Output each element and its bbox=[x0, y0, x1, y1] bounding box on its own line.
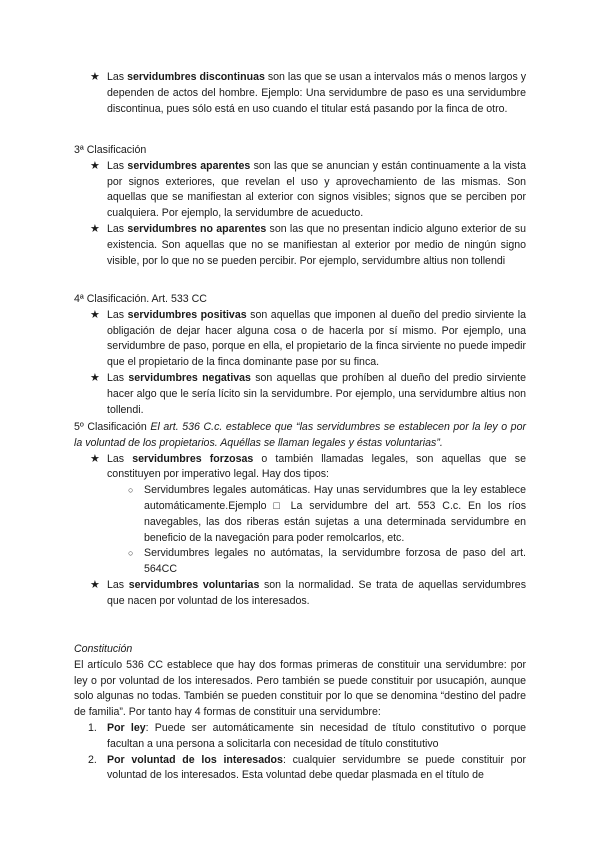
item-text: : cualquier servidumbre se puede constituir por voluntad de los interesados. Esta voluntad debe quedar plasmada en el título de bbox=[107, 753, 526, 782]
list-item bbox=[74, 452, 526, 484]
heading-quote: El art. 536 C.c. establece que “las servidumbres se establecen por la ley o por la voluntad de los propietarios. Aquéllas se llaman legales y éstas voluntarias”. bbox=[74, 421, 526, 449]
list-item bbox=[74, 159, 526, 222]
sub-item-text: Servidumbres legales no autómatas, la servidumbre forzosa de paso del art. 564CC bbox=[144, 547, 526, 576]
item-number: 2. bbox=[88, 753, 97, 766]
section-discontinuas bbox=[74, 70, 526, 117]
item-term: Por voluntad de los interesados bbox=[107, 753, 283, 766]
sub-item-text: Servidumbres legales automáticas. Hay unas servidumbres que la ley establece automáticamente.Ejemplo □ La servidumbre del art. 553 C.c. En los ríos navegables, las dos riberas están sujetas a una determinada servidumbre en beneficio de la navegación para poder remolcarlos, etc. bbox=[144, 484, 526, 544]
item-term: servidumbres discontinuas bbox=[127, 71, 265, 83]
star-bullet-icon: ★ bbox=[90, 452, 100, 465]
sub-list-item bbox=[74, 546, 526, 578]
section-heading: 4ª Clasificación. Art. 533 CC bbox=[74, 293, 207, 305]
star-bullet-icon: ★ bbox=[90, 159, 100, 172]
item-term: servidumbres forzosas bbox=[132, 452, 254, 465]
star-bullet-icon: ★ bbox=[90, 71, 100, 83]
section-heading bbox=[74, 642, 526, 658]
item-text: son aquellas que imponen al dueño del predio sirviente la obligación de dejar hacer alguna cosa o de hacerla por sí mismo. Por ejemplo, una servidumbre de paso, porque en ella, el propietario de la finca sirviente no puede impedir que el propietario de la finca dominante pase por su finca. bbox=[107, 308, 526, 369]
item-text: Las bbox=[107, 308, 128, 321]
item-text: Las bbox=[107, 371, 129, 384]
list-item bbox=[74, 578, 526, 610]
section-4-clasificacion bbox=[74, 292, 526, 418]
item-term: servidumbres aparentes bbox=[127, 159, 251, 172]
item-term: servidumbres no aparentes bbox=[127, 222, 267, 235]
star-bullet-icon: ★ bbox=[90, 371, 100, 384]
star-bullet-icon: ★ bbox=[90, 222, 100, 235]
item-term: servidumbres negativas bbox=[128, 371, 251, 384]
item-text: Las bbox=[107, 159, 128, 172]
paragraph: El artículo 536 CC establece que hay dos formas primeras de constituir una servidumbre: por ley o por voluntad de los interesados. Pero también se puede constituir por usucapión, aunque solo algunas no todas. También se pueden constituir por lo que se denomina “destino del padre de familia”. Por tanto hay 4 formas de constituir una servidumbre: bbox=[74, 658, 526, 719]
section-heading: 3ª Clasificación bbox=[74, 144, 147, 156]
list-item bbox=[74, 70, 526, 117]
star-bullet-icon: ★ bbox=[90, 578, 100, 591]
list-item bbox=[74, 308, 526, 371]
numbered-item bbox=[74, 753, 526, 785]
item-term: servidumbres positivas bbox=[127, 308, 247, 321]
circle-bullet-icon: ○ bbox=[128, 548, 134, 559]
section-5-clasificacion bbox=[74, 420, 526, 610]
list-item bbox=[74, 371, 526, 418]
item-text: son la normalidad. Se trata de aquellas servidumbres que nacen por voluntad de los interesados. bbox=[107, 578, 526, 607]
item-term: servidumbres voluntarias bbox=[128, 578, 260, 591]
item-number: 1. bbox=[88, 721, 97, 734]
heading-label: 5º Clasificación bbox=[74, 421, 151, 433]
numbered-item bbox=[74, 721, 526, 753]
circle-bullet-icon: ○ bbox=[128, 485, 134, 496]
item-text: o también llamadas legales, son aquellas que se constituyen por imperativo legal. Hay dos tipos: bbox=[107, 452, 526, 481]
item-text: Las bbox=[107, 578, 129, 591]
item-text: son aquellas que prohíben al dueño del predio sirviente hacer algo que le sería lícito sin la servidumbre. Por ejemplo, una servidumbre altius non tollendi. bbox=[107, 371, 526, 416]
item-text: Las bbox=[107, 222, 128, 235]
item-text: son las que se usan a intervalos más o menos largos y dependen de actos del hombre. Ejemplo: Una servidumbre de paso es una servidumbre discontinua, pues sólo está en uso cuando el titular está pasando por la finca de otro. bbox=[107, 71, 527, 115]
heading-text: Constitución bbox=[74, 643, 133, 655]
section-3-clasificacion bbox=[74, 143, 526, 269]
item-term: Por ley bbox=[107, 721, 146, 734]
item-text: son las que se anuncian y están continuamente a la vista por signos exteriores, que revelan el uso y aprovechamiento de las mismas. Son aquellas que se manifiestan al exterior con signos visibles; signos que se perciben por cualquiera. Por ejemplo, la servidumbre de acueducto. bbox=[107, 159, 526, 220]
section-heading bbox=[74, 420, 526, 452]
list-item bbox=[74, 222, 526, 269]
section-constitucion bbox=[74, 642, 526, 784]
star-bullet-icon: ★ bbox=[90, 308, 100, 321]
item-text: Las bbox=[107, 452, 133, 465]
item-text: Las bbox=[107, 71, 128, 83]
item-text: : Puede ser automáticamente sin necesidad de título constitutivo o porque facultan a una persona a solicitarla con necesidad de título constitutivo bbox=[107, 721, 526, 750]
item-text: son las que no presentan indicio alguno exterior de su existencia. Son aquellas que no se manifiestan al exterior por medio de ningún signo visible, por lo que no se pueden percibir. Por ejemplo, servidumbre altius non tollendi bbox=[107, 222, 526, 267]
sub-list-item bbox=[74, 483, 526, 546]
